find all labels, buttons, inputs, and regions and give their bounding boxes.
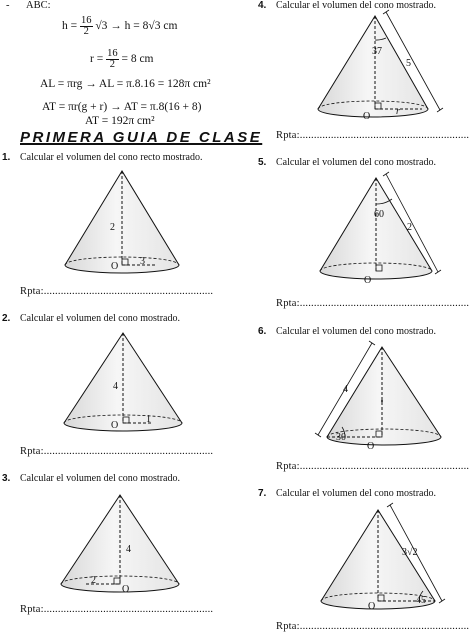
label-height: 2 (110, 222, 115, 233)
problem-6-statement: Calcular el volumen del cono mostrado. (276, 326, 436, 337)
label-angle: 37 (372, 46, 382, 57)
label-slant: 2 (407, 222, 412, 233)
top-abc-label: ABC: (26, 0, 51, 11)
fraction-denominator: 2 (109, 59, 115, 70)
dimension-tick (315, 433, 321, 437)
label-center: O (367, 441, 375, 452)
problem-2-statement: Calcular el volumen del cono mostrado. (20, 313, 180, 324)
problem-3-cone-figure (58, 492, 183, 602)
fraction-numerator: 16 (81, 15, 92, 26)
label-center: O (122, 584, 130, 595)
page-title: PRIMERA GUIA DE CLASE (20, 129, 263, 146)
problem-6-number: 6. (258, 326, 267, 337)
formula-total-area: AT = πr(g + r) → AT = π.8(16 + 8) (42, 101, 202, 113)
dimension-tick (439, 599, 445, 603)
label-angle: 30 (336, 432, 346, 443)
formula-total-area-result: AT = 192π cm² (85, 115, 155, 127)
problem-5-statement: Calcular el volumen del cono mostrado. (276, 157, 436, 168)
problem-2-answer-line[interactable]: Rpta:............................................................ (20, 446, 214, 457)
dimension-tick (435, 270, 441, 274)
formula-radius (90, 49, 154, 70)
formula-height (62, 16, 177, 37)
dimension-tick (369, 341, 375, 345)
problem-5-answer-line[interactable]: Rpta:............................................................ (276, 298, 470, 309)
label-slant: 3√2 (402, 547, 418, 558)
cone-surface (64, 333, 182, 431)
label-slant: 4 (343, 384, 348, 395)
problem-1-statement: Calcular el volumen del cono recto mostrado. (20, 152, 203, 163)
formula-height-lhs: h = (62, 20, 78, 33)
problem-5-number: 5. (258, 157, 267, 168)
label-center: O (364, 275, 372, 286)
label-height: 4 (126, 544, 131, 555)
label-radius: 2 (91, 575, 96, 586)
problem-5-cone-figure (316, 176, 446, 288)
label-center: O (368, 601, 376, 612)
dimension-tick (383, 172, 389, 176)
problem-6-answer-line[interactable]: Rpta:............................................................ (276, 461, 470, 472)
formula-radius-fraction (106, 49, 119, 70)
label-angle: 45 (416, 595, 426, 606)
problem-2-number: 2. (2, 313, 11, 324)
label-center: O (111, 261, 119, 272)
label-center: O (363, 111, 371, 122)
problem-4-number: 4. (258, 0, 267, 11)
problem-3-statement: Calcular el volumen del cono mostrado. (20, 473, 180, 484)
formula-lateral-area: AL = πrg → AL = π.8.16 = 128π cm² (40, 78, 211, 90)
problem-6-cone-figure (322, 345, 452, 457)
problem-7-number: 7. (258, 488, 267, 499)
problem-7-answer-line[interactable]: Rpta:............................................................ (276, 621, 470, 632)
label-radius: 1 (146, 414, 151, 425)
top-dash: - (6, 0, 10, 11)
label-radius: r (396, 106, 400, 117)
problem-4-statement: Calcular el volumen del cono mostrado. (276, 0, 436, 11)
cone-surface (318, 16, 428, 117)
label-height: 4 (113, 381, 118, 392)
label-radius: 3 (140, 256, 145, 267)
formula-radius-rest: = 8 cm (121, 53, 154, 66)
formula-height-rest: √3 → h = 8√3 cm (95, 20, 178, 33)
label-center: O (111, 420, 119, 431)
formula-radius-lhs: r = (90, 53, 104, 66)
center-point (381, 400, 383, 402)
fraction-denominator: 2 (83, 26, 89, 37)
dimension-tick (387, 503, 393, 507)
formula-height-fraction (80, 16, 93, 37)
fraction-numerator: 16 (107, 48, 118, 59)
problem-1-number: 1. (2, 152, 11, 163)
problem-4-cone-figure (312, 14, 442, 126)
problem-3-number: 3. (2, 473, 11, 484)
problem-7-statement: Calcular el volumen del cono mostrado. (276, 488, 436, 499)
problem-4-answer-line[interactable]: Rpta:............................................................ (276, 130, 470, 141)
label-slant: 5 (406, 58, 411, 69)
label-angle: 60 (374, 209, 384, 220)
problem-7-cone-figure (316, 508, 446, 620)
problem-2-cone-figure (60, 330, 185, 440)
dimension-tick (437, 108, 443, 112)
problem-1-answer-line[interactable]: Rpta:............................................................ (20, 286, 214, 297)
problem-1-cone-figure (60, 168, 185, 278)
problem-3-answer-line[interactable]: Rpta:............................................................ (20, 604, 214, 615)
